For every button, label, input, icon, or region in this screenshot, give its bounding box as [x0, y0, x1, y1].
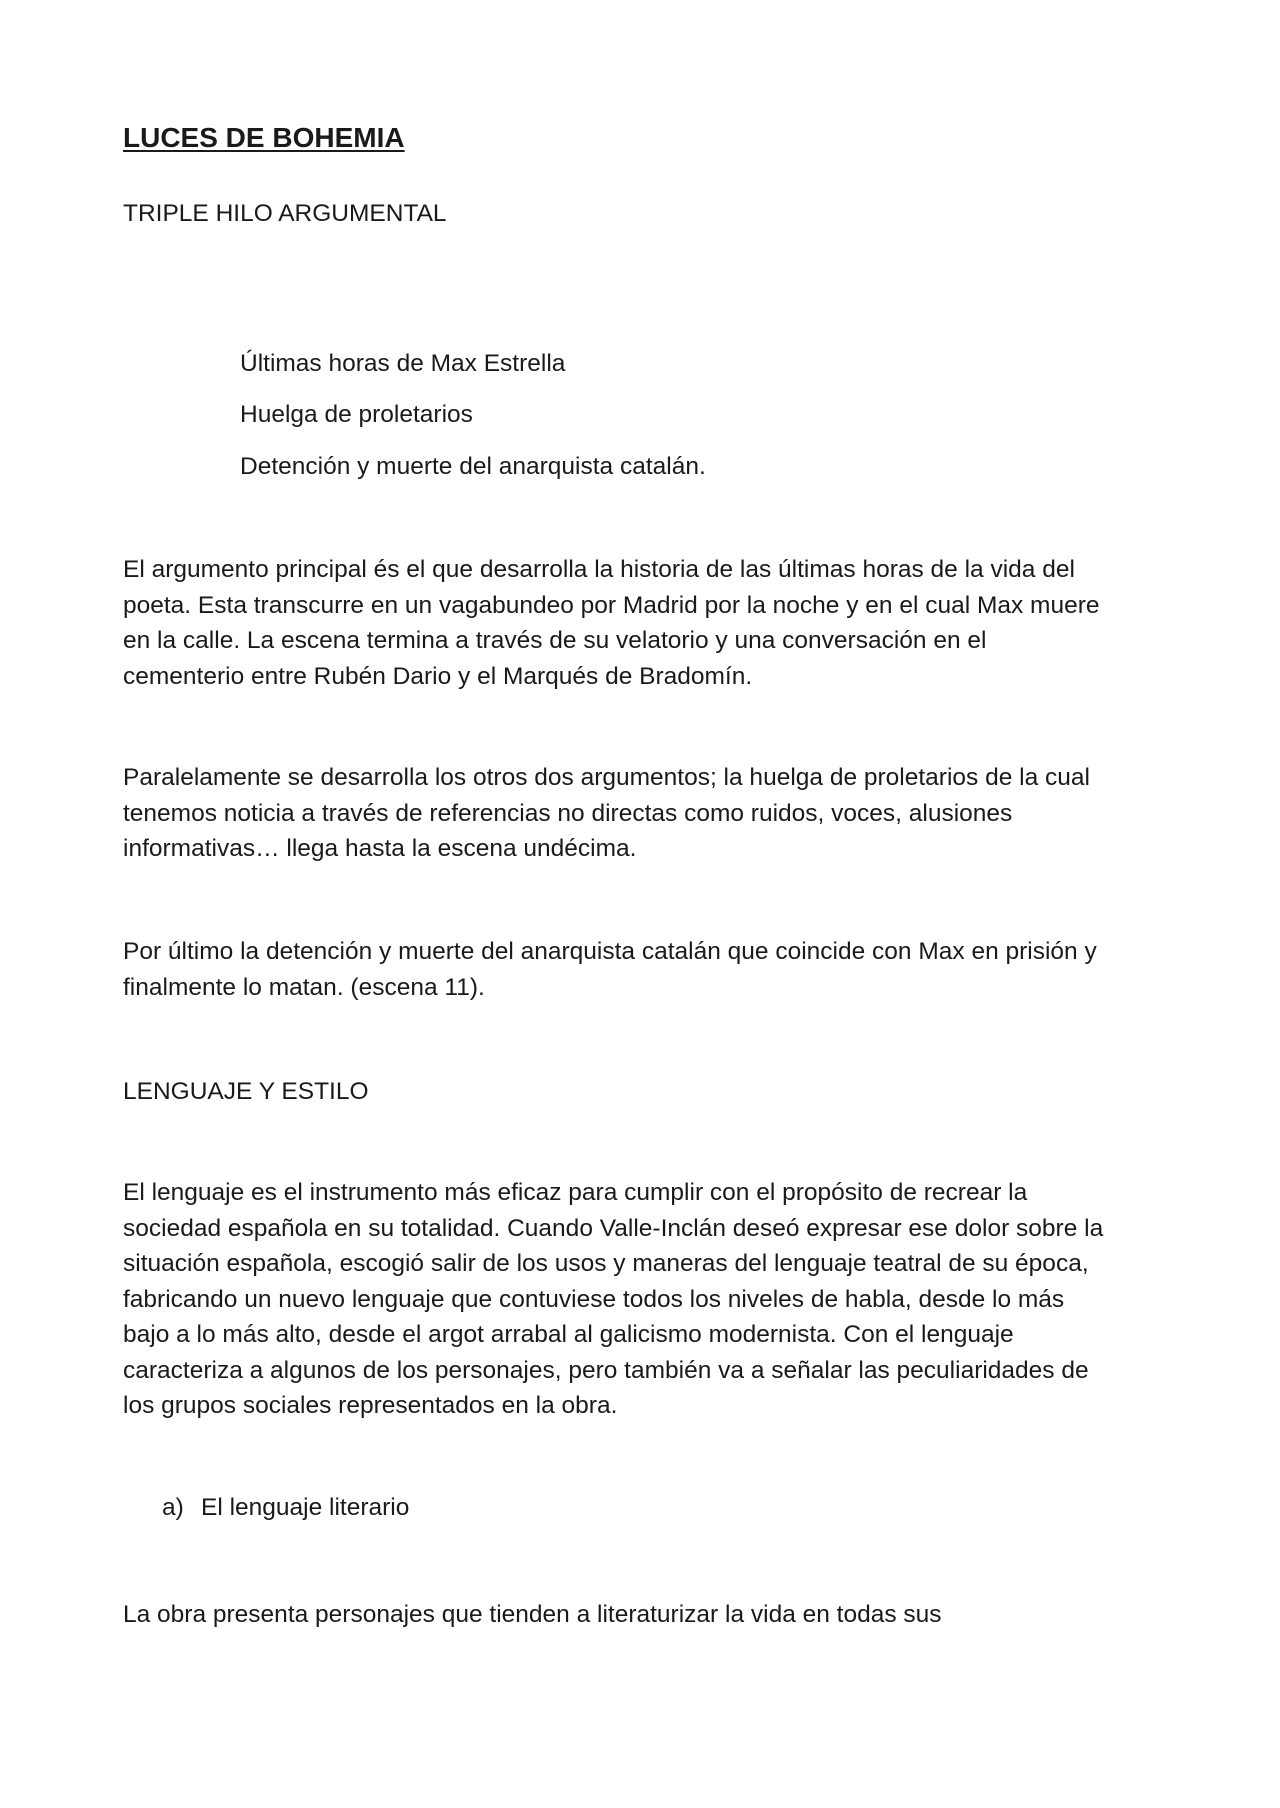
paragraph-line: fabricando un nuevo lenguaje que contuviese todos los niveles de habla, desde lo más [123, 1285, 1065, 1313]
paragraph-line: El argumento principal és el que desarrolla la historia de las últimas horas de la vida del [123, 556, 1075, 583]
paragraph-line: La obra presenta personajes que tienden a literaturizar la vida en todas sus [123, 1601, 942, 1628]
paragraph-line: caracteriza a algunos de los personajes, pero también va a señalar las peculiaridades de [123, 1356, 1089, 1384]
section-heading-language: LENGUAJE Y ESTILO [123, 1078, 369, 1105]
paragraph-line: El lenguaje es el instrumento más eficaz para cumplir con el propósito de recrear la [123, 1179, 1028, 1206]
paragraph-line: poeta. Esta transcurre en un vagabundeo por Madrid por la noche y en el cual Max muere [123, 591, 1100, 619]
paragraph-line: Paralelamente se desarrolla los otros dos argumentos; la huelga de proletarios de la cual [123, 764, 1090, 791]
paragraph-line: cementerio entre Rubén Dario y el Marqués de Bradomín. [123, 662, 753, 690]
paragraph-line: en la calle. La escena termina a través de su velatorio y una conversación en el [123, 627, 987, 654]
plot-thread-item: Últimas horas de Max Estrella [240, 350, 566, 377]
plot-thread-item: Detención y muerte del anarquista catalán. [240, 453, 706, 480]
section-heading-plot: TRIPLE HILO ARGUMENTAL [123, 200, 447, 227]
paragraph-anarchist-plot [123, 934, 1183, 1005]
list-item-text: El lenguaje literario [201, 1494, 410, 1521]
paragraph-line: informativas… llega hasta la escena undécima. [123, 835, 637, 862]
paragraph-secondary-plots [123, 760, 1183, 867]
paragraph-line: situación española, escogió salir de los usos y maneras del lenguaje teatral de su época, [123, 1250, 1089, 1277]
list-marker: a) [162, 1494, 184, 1521]
paragraph-line: bajo a lo más alto, desde el argot arrabal al galicismo modernista. Con el lenguaje [123, 1321, 1014, 1348]
paragraph-main-plot [123, 552, 1183, 694]
paragraph-literary-language [123, 1597, 1183, 1633]
paragraph-line: tenemos noticia a través de referencias no directas como ruidos, voces, alusiones [123, 799, 1013, 827]
paragraph-language [123, 1175, 1183, 1424]
paragraph-line: los grupos sociales representados en la obra. [123, 1392, 618, 1419]
document-title: LUCES DE BOHEMIA [123, 122, 405, 153]
paragraph-line: finalmente lo matan. (escena 11). [123, 973, 485, 1001]
paragraph-line: Por último la detención y muerte del anarquista catalán que coincide con Max en prisión y [123, 938, 1097, 965]
paragraph-line: sociedad española en su totalidad. Cuando Valle-Inclán deseó expresar ese dolor sobre la [123, 1214, 1104, 1242]
plot-thread-item: Huelga de proletarios [240, 401, 473, 428]
